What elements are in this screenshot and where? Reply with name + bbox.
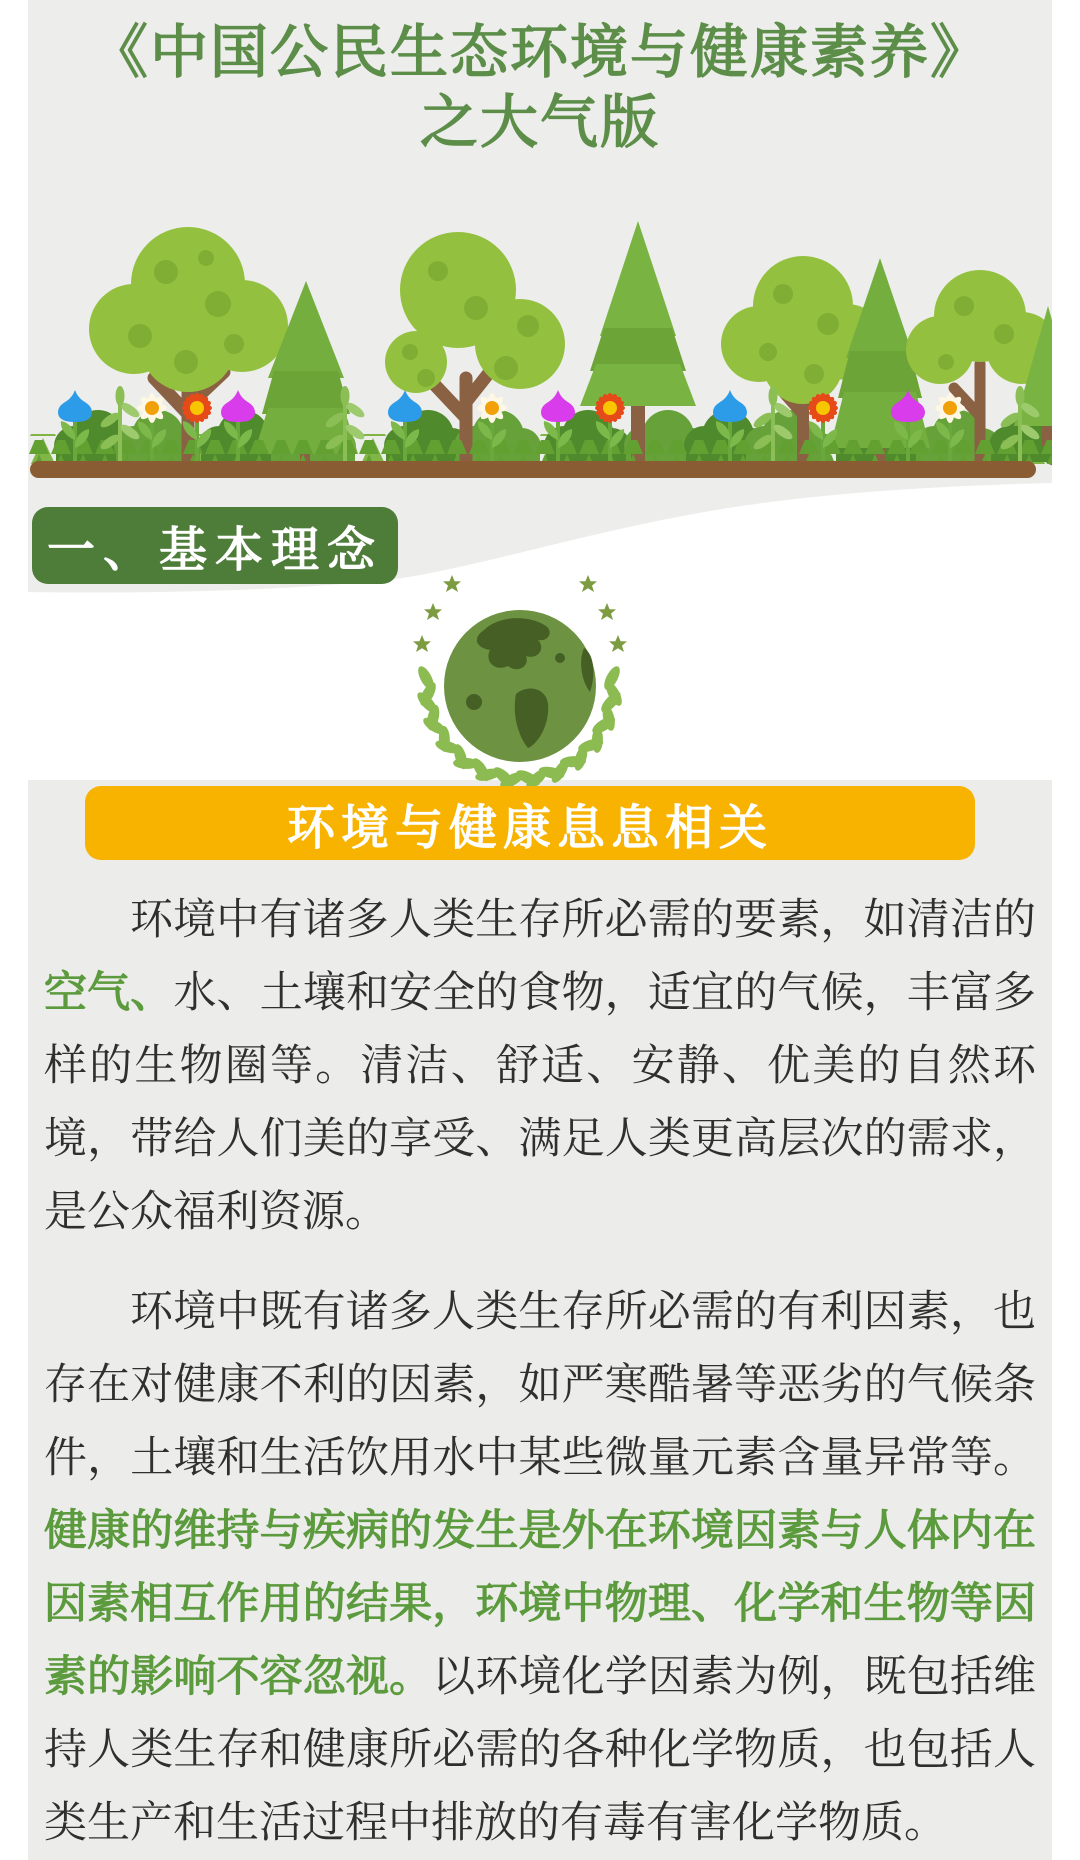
ground-bar bbox=[30, 461, 1036, 478]
paragraph-text: 以环境化学因素为例，既包括维持人类生存和健康所必需的各种化学物质，也包括人类生产和生活过程中排放的有毒有害化学物质。 bbox=[44, 1653, 1037, 1847]
grass-front bbox=[28, 440, 1052, 464]
subheading-banner bbox=[85, 786, 975, 860]
page-title bbox=[0, 18, 1080, 158]
paragraph-1 bbox=[44, 884, 1036, 1249]
page-title-line1: 《中国公民生态环境与健康素养》 bbox=[89, 20, 990, 85]
globe-icon bbox=[444, 610, 596, 762]
article-body bbox=[44, 884, 1036, 1860]
text-highlight: 空气、 bbox=[44, 969, 174, 1017]
globe-laurel-emblem bbox=[388, 552, 652, 786]
paragraph-text: 环境中有诸多人类生存所必需的要素，如清洁的 bbox=[130, 896, 1036, 944]
text-highlight: 健康的维持与疾病的发生是外在环境因素与人体内在因素相互作用的结果，环境中物理、化学和生物等因素的影响不容忽视。 bbox=[44, 1507, 1036, 1701]
page-title-line2: 之大气版 bbox=[419, 90, 660, 155]
paragraph-2 bbox=[44, 1276, 1036, 1860]
paragraph-text: 环境中既有诸多人类生存所必需的有利因素，也存在对健康不利的因素，如严寒酷暑等恶劣的气候条件，土壤和生活饮用水中某些微量元素含量异常等。 bbox=[44, 1288, 1036, 1482]
section-banner bbox=[32, 507, 398, 584]
forest-illustration bbox=[28, 166, 1052, 478]
subheading-banner-label: 环境与健康息息相关 bbox=[286, 801, 773, 855]
paragraph-text: 水、土壤和安全的食物，适宜的气候，丰富多样的生物圈等。清洁、舒适、安静、优美的自然环境，带给人们美的享受、满足人类更高层次的需求，是公众福利资源。 bbox=[44, 969, 1037, 1236]
section-banner-label: 一、基本理念 bbox=[46, 524, 383, 577]
